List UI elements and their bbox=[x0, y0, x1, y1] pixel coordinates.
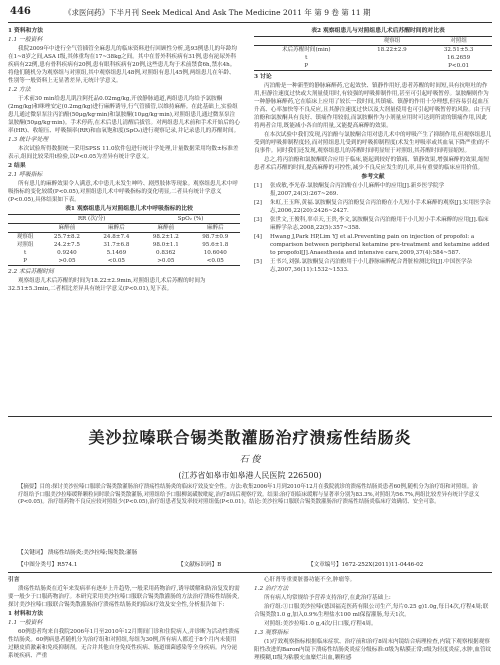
abstract-text: 【摘要】目的:探讨美沙拉嗪口服联合锡类散灌肠治疗溃疡性结肠炎的临床疗效及安全性。方法:收集2006年1月到2010年12月在我院就诊的溃疡性结肠炎患者60例,随机分为治疗组和对照组。治疗组给予口服美沙拉嗪缓释颗粒同时联合锡类散灌肠,对照组给予口服柳氮磺胺吡啶,治疗8周后观察疗效。结果:治疗组临床缓解与显著率分别为83.3%,对照组为56.7%,两组比较差异有统计学意义(P<0.05)。治疗组药物不良反应较对照组少(P<0.05),治疗组患者复发率较对照组低(P<0.01)。结论:美沙拉嗪口服联合锡类散灌肠治疗溃疡性结肠炎临床疗效确切、安全可靠。 bbox=[18, 484, 480, 505]
references-title: 参考文献 bbox=[361, 174, 385, 180]
clc-number: 【中图分类号】R574.1 bbox=[18, 562, 78, 568]
subsection-heading: 1.2 治疗方法 bbox=[254, 586, 289, 592]
table-cell: 32.51±5.3 bbox=[425, 46, 492, 55]
article-id: 【文章编号】1672-252X(2011)11-0446-02 bbox=[308, 562, 424, 568]
table-cell: 24.2±7.5 bbox=[53, 242, 80, 248]
table-row bbox=[8, 257, 240, 266]
table-cell: 98.0±1.1 bbox=[152, 242, 179, 248]
table1-subheader: 麻醉前 bbox=[141, 224, 190, 233]
article-body-left-column bbox=[8, 576, 240, 662]
table-cell bbox=[359, 54, 426, 62]
table-row bbox=[254, 62, 492, 71]
subsection-heading: 1.1 一般资料 bbox=[8, 620, 43, 626]
table-row bbox=[8, 241, 240, 249]
paragraph: 溃疡性结肠炎在近年来发病率有逐步上升趋势,一般采用药物治疗,诱导缓解和防治复发的需要一般少于口服药物治疗。本研究采用美沙拉嗪口服联合锡类散灌肠的方法治疗溃疡性结肠炎,探讨美沙拉嗪口服联合锡类散灌肠治疗溃疡性结肠炎的临床疗效及安全性,分析报告如下: bbox=[8, 586, 240, 608]
article-author: 石 俊 bbox=[239, 455, 261, 465]
document-code: 【文献标识码】B bbox=[178, 562, 222, 568]
table2-header: 观察组 bbox=[359, 37, 426, 46]
page-number: 446 bbox=[10, 6, 31, 17]
article-abstract bbox=[18, 484, 482, 507]
article-affiliation: (江苏省如皋市如皋港人民医院 226500) bbox=[178, 471, 322, 480]
paragraph: 所有病人均常规给予营养支持治疗,在此治疗基础上: bbox=[264, 595, 391, 601]
table1 bbox=[8, 214, 240, 266]
abstract-rule bbox=[8, 572, 492, 573]
table-cell: 对照组 bbox=[16, 242, 34, 248]
table-cell: P bbox=[8, 257, 42, 266]
table-row bbox=[8, 233, 240, 242]
paragraph: 总之,将丙泊酚和氯胺酮联合应用于临床,能起到较好的镇痛、镇静效果,增强麻醉的效果,缩短患者术后苏醒的时间,提高麻醉的可控性,减少不良反应发生的几率,具有重要的临床应用价值。 bbox=[254, 157, 490, 171]
table-cell: 98.2±1.2 bbox=[141, 233, 190, 242]
table-cell: 24.8±7.4 bbox=[92, 233, 141, 242]
paragraph: 心肝肾等重要脏器功能不全,肿瘤等。 bbox=[264, 577, 356, 583]
table-cell: 16.2659 bbox=[447, 55, 471, 61]
subsection-heading: 2.1 呼吸指标 bbox=[8, 172, 43, 178]
table2-header: 对照组 bbox=[425, 37, 492, 46]
subsection-heading: 1.3 观察指标 bbox=[254, 630, 289, 636]
article-classification bbox=[18, 560, 482, 570]
article-title: 美沙拉嗪联合锡类散灌肠治疗溃疡性结肠炎 bbox=[88, 428, 412, 447]
table-cell: 10.6040 bbox=[203, 250, 227, 256]
table-cell: <0.05 bbox=[191, 257, 240, 266]
reference-item: [4] Hwang J,Park HP,Lim YJ et al.Preventing pain on injection of propofol: a comparison between peripheral ketamine pre-treatment and ketamine added to propofol[J].Anaesthesia and intensive care,2009,37(4):584~587. bbox=[254, 234, 490, 256]
previous-article-left-column bbox=[8, 27, 240, 294]
table1-subheader: 麻醉后 bbox=[92, 224, 141, 233]
subsection-heading: 1.1 一般资料 bbox=[8, 37, 43, 43]
table-row bbox=[8, 249, 240, 257]
paragraph: 对照组:美沙拉嗪1.0 g,4次/日口服,疗程4周。 bbox=[264, 621, 377, 627]
paragraph: 观察组患儿术后苏醒的时间为18.22±2.9min,对照组患儿术后苏醒的时间为32.51±5.3min,二者相比差异具有统计学意义(P<0.01),见下表。 bbox=[8, 278, 206, 292]
article-keywords: 【关键词】 溃疡性结肠炎;美沙拉嗪;锡类散;灌肠 bbox=[18, 550, 138, 556]
reference-item: [1] 张成敏,李光春.氯胺酮复合丙泊酚在小儿麻醉中的应用[J].新乡医学院学报,2007,24(3):267~269. bbox=[254, 183, 445, 197]
table-cell: 25.7±8.2 bbox=[42, 233, 91, 242]
table-cell: 术后苏醒时间(min) bbox=[254, 46, 359, 55]
paragraph: 丙泊酚是一种新型的静脉麻醉药,它起效快、镇静作用好,患者苏醒的时间短,具有抗呕吐的作用,但静注速度过快或大剂量使用时,有较强的呼吸抑制作用,甚至可引起呼吸暂停。氯胺酮则作为一种静脉麻醉药,它在临床上应用了较长一段时间,其镇痛、镇静的作用十分理想,但容易引起血压升高、心率加快等不良反应,且其静注速度过快以及大剂量使用也可引起呼吸暂停的风险。由于丙泊酚和氯胺酮具有良好、镇痛作用较弱,而氯胺酮作为小剂量应用时可达到所需的镇痛作用,因此将两者合用,既能减小各自的用量,又能提高麻醉的效果。 bbox=[254, 83, 491, 129]
subsection-heading: 2.2 术后苏醒时间 bbox=[8, 269, 54, 275]
paragraph: 我院2009年中进行全气管插管全麻患儿的临床资料进行回顾性分析,选93例患儿的年龄均在1~8岁之间,ASA I级,其体重均在17~38kg之间。其中在普外科疾病有31例,患有泌尿外科疾病有22例,患有骨科疾病有20例,患有眼科疾病有20例,这些患儿均于术前禁食6h,禁水4h。将他们随机分为观察组与对照组,其中观察组患儿48例,对照组有患儿45例,两组患儿在年龄、性别等一般资料上无显著差异,无统计学意义。 bbox=[8, 46, 237, 84]
table1-caption: 表1 观察组患儿与对照组患儿术中呼吸指标的比较 bbox=[65, 206, 193, 212]
paragraph: 治疗组:①口服美沙拉嗪(德国福克医药有限公司生产,每片0.25 g)1.0g,每日4次,疗程4周;联合锡类散1.0 g,加入0.9%生理盐水100 ml保留灌肠,每天1次。 bbox=[254, 604, 489, 618]
paragraph: 本次试验所得数据统一采用SPSS 11.0软件包进行统计学处理,计量数据采用均数±标准差表示,组间比较采用t检验,以P<0.05为差异有统计学意义。 bbox=[8, 146, 239, 160]
table-row bbox=[254, 46, 492, 55]
table-cell: >0.05 bbox=[42, 257, 91, 266]
table2 bbox=[254, 36, 492, 71]
reference-item: [2] 朱虹,王玉辉,黄福.氯胺酮复合丙泊酚复合丙泊酚在小儿短小手术麻醉的观察[J].实用医学杂志,2006,22(20):2426~2427. bbox=[254, 200, 491, 214]
table-cell: >0.05 bbox=[141, 257, 190, 266]
previous-article-right-column bbox=[254, 27, 492, 275]
table1-subheader: 麻醉后 bbox=[191, 224, 240, 233]
table1-header-spo2: SpO₂ (%) bbox=[141, 215, 240, 224]
table-cell: P bbox=[254, 62, 359, 71]
table-cell: 31.7±6.8 bbox=[103, 242, 130, 248]
table1-header-rr: RR (次/分) bbox=[42, 215, 141, 224]
paragraph: (1)疗效观察指标根据临床症状、治疗前和治疗8周末内镜结合病理检查,内镜下观察根据观察阳性改进的Baron内镜下溃疡性结肠炎炎症分级标准:0级为粘膜正常;I级为轻度炎症,水肿,血管纹理模糊,II级为粘膜充血糜烂出血,颗粒感 bbox=[254, 639, 492, 661]
table1-subheader: 麻醉前 bbox=[42, 224, 91, 233]
reference-item: [3] 张世文,王俊科,辜卓天,王贵,李文,氯胺酮复合丙泊酚用于小儿短小手术麻醉的应用[J].临床麻醉学杂志,2008,22(5):357~358. bbox=[254, 217, 489, 231]
table-cell: 95.6±1.8 bbox=[202, 242, 229, 248]
table-cell: t bbox=[23, 250, 27, 256]
section-heading: 1 资料和方法 bbox=[8, 28, 44, 34]
table-cell: 98.7±0.9 bbox=[191, 233, 240, 242]
section-heading: 2 结果 bbox=[8, 163, 26, 169]
paragraph: 60例患者均来自我院2006年1月至2010年12月期间门诊和住院病人,并诊断为活动性溃疡性结肠炎。60例病患者随机分为治疗组和对照组,每组为30例,所有病人都近于8个月内未使用过糖皮质激素和免疫抑制剂。无合并其他自身免疫性疾病、肠道细菌感染等全身疾病。内分泌系统疾病、严重 bbox=[8, 629, 240, 659]
table-cell: 0.9240 bbox=[57, 250, 77, 256]
reference-item: [5] 王书兴,刘强.氯胺酮复合丙泊酚用于小儿静脉麻醉配合肾脏检测比较[J].中国医学杂志,2007,36(11):1532~1533. bbox=[254, 259, 473, 273]
subsection-heading: 1.3 统计学处理 bbox=[8, 137, 49, 143]
table-cell bbox=[359, 62, 426, 71]
table-cell: 观察组 bbox=[8, 233, 42, 242]
table2-caption: 表2 观察组患儿与对照组患儿术后苏醒时间的对比表 bbox=[311, 28, 445, 34]
table2-header bbox=[254, 37, 359, 46]
paragraph: 在本次试验中我们发现,丙泊酚与氯胺酮合用对患儿术中的呼吸产生了抑制作用,但观察组患儿受到的呼吸抑制程度轻,而对照组患儿受到的呼吸抑制程度(术发生呼吸率或其血氧下降严重)的不良事件。同时我们还发现,观察组患儿的苏醒时间明显短于对照组,其苏醒时间明显缩短。 bbox=[254, 132, 492, 154]
table-row bbox=[254, 54, 492, 62]
article-body-right-column bbox=[254, 576, 492, 662]
section-heading: 1 材料和方法 bbox=[8, 611, 44, 617]
table-cell: t bbox=[305, 55, 308, 61]
section-heading: 3 讨论 bbox=[254, 74, 272, 80]
article-divider bbox=[8, 416, 492, 417]
reference-list bbox=[254, 182, 492, 274]
paragraph: 于术前30 min给患儿肌注阿托品0.02mg/kg,开放静脉通道,两组患儿均给予氯胺酮(2mg/kg)和咪唑安定(0.2mg/kg)进行麻醉诱导,行气管插管,以维持麻醉。在此基础上,实验组患儿通过微泵泵注丙泊酚(50μg/kg·min)和氯胺酮(10μg/kg·min),对照组患儿通过微泵泵注氯胺酮(50μg/kg·min)。手术停药,在术后患儿清醒后拔管。对两组患儿术前和手术开始后的心率(HR)、收缩压、呼吸频率(RR)和血氧饱和度(SpO₂)进行观察记录,并记录患儿的苏醒时间。 bbox=[8, 96, 240, 134]
table-cell: <0.05 bbox=[92, 257, 141, 266]
table-cell: 0.8362 bbox=[156, 250, 176, 256]
journal-title: 《求医问药》下半月刊 Seek Medical And Ask The Medicine 2011 年 第 9 卷 第 11 期 bbox=[64, 8, 371, 17]
table-cell: 5.1469 bbox=[106, 250, 127, 256]
table-cell: 18.22±2.9 bbox=[359, 46, 426, 55]
section-heading: 引言 bbox=[8, 577, 20, 583]
paragraph: 所有患儿的麻醉效果令人满意,术中患儿未发生呻吟、剧烈肢体等现象。观察组患儿术中呼吸指标的变化较缓(P<0.05),对照组患儿术中呼吸指标的变化明显,二者具有统计学意义(P<0.05),具体结果如下表。 bbox=[8, 181, 238, 203]
table-cell: P<0.01 bbox=[425, 62, 492, 71]
subsection-heading: 1.2 方法 bbox=[8, 87, 31, 93]
journal-header bbox=[8, 6, 492, 20]
header-rule bbox=[8, 22, 492, 23]
